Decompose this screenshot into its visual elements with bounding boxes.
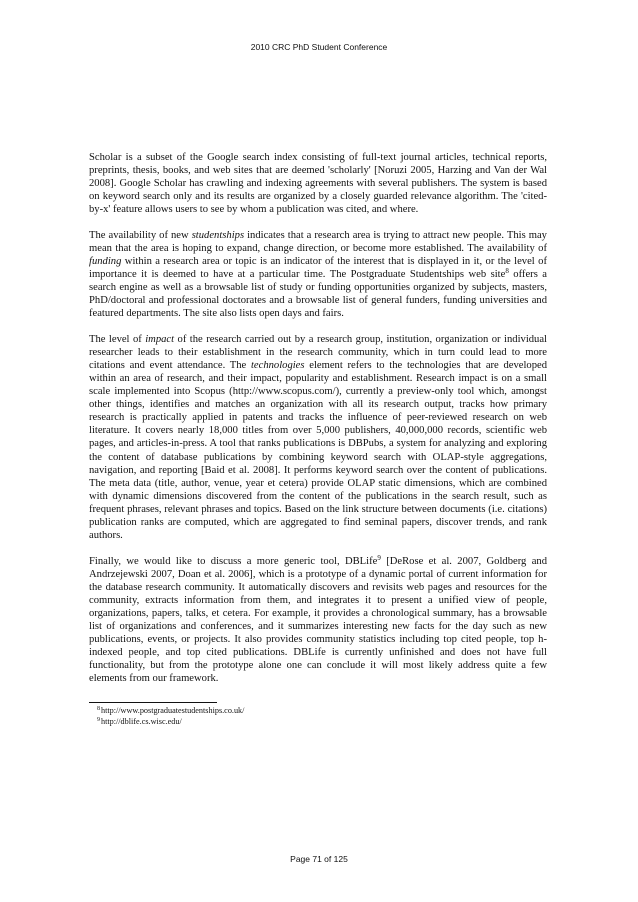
text-run: of the research carried out by a research group, institution, organization or individual researcher leads to their establishment in the research community, which in turn could lead to more citations and event attendance. The <box>89 333 547 372</box>
text-run: element refers to the technologies that are developed within an area of research, and their impact, popularity and establishment. Research impact is on a small scale implemented into Scopus (http://www.scopus.com/), currently a preview-only tool which, amongst other things, identifies and matches an organization with all its research output, tracks how primary research is practically applied in patents and tracks the influence of peer-reviewed research on web literature. It covers nearly 18,000 titles from over 5,000 publishers, 40,000,000 records, scientific web pages, and articles-in-press. A tool that ranks publications is DBPubs, a system for analyzing and exploring the content of database publications by combining keyword search with OLAP-style aggregations, navigation, and reporting [Baid et al. 2008]. It performs keyword search over the content of publications. The meta data (title, author, venue, year et cetera) provide OLAP static dimensions, which are combined with dynamic dimensions discovered from the content of the publications in the search result, such as frequent phrases, relevant phrases and topics. Based on the link structure between documents (i.e. citations) publication ranks are computed, which are aggregated to find seminal papers, discover trends, and rank authors. <box>89 360 548 541</box>
emphasis-impact: impact <box>145 333 175 345</box>
footnote-number: 8 <box>97 706 100 712</box>
text-run: indicates that a research area is trying to attract new people. This may mean that the area is hoping to expand, change direction, or become more established. The availability of <box>89 229 547 254</box>
paragraph-dblife <box>89 555 547 686</box>
footnotes <box>97 706 244 727</box>
footnote-number: 9 <box>97 716 100 723</box>
footnote-divider <box>89 702 217 703</box>
page-number: Page 71 of 125 <box>290 854 348 864</box>
text-run: The availability of new <box>89 229 192 241</box>
footnote-ref-9: 9 <box>377 553 381 562</box>
paragraph-impact <box>89 333 547 542</box>
footnote-ref-8: 8 <box>505 267 509 276</box>
footnote-link[interactable]: http://www.postgraduatestudentships.co.uk/ <box>101 706 245 715</box>
running-header: 2010 CRC PhD Student Conference <box>250 42 388 52</box>
text-run: Finally, we would like to discuss a more generic tool, DBLife <box>89 555 378 567</box>
text-run: [DeRose et al. 2007, Goldberg and Andrzejewski 2007, Doan et al. 2006], which is a prototype of a dynamic portal of current information for the database research community. It automatically discovers and revisits web pages and resources for the community, extracts information from them, and integrates it to present a unified view of people, organizations, papers, talks, et cetera. For example, it provides a chronological summary, has a browsable list of organizations and conferences, and it summarizes interesting new facts for the day such as new publications, events, or projects. It also provides community statistics including top cited people, top h-indexed people, and top cited publications. DBLife is currently unfinished and does not have full functionality, but from the prototype alone one can conclude it will most likely address quite a few elements from our framework. <box>89 555 547 685</box>
emphasis-studentships: studentships <box>191 229 245 241</box>
footnote-9 <box>97 717 244 728</box>
footnote-link[interactable]: http://dblife.cs.wisc.edu/ <box>101 716 182 726</box>
footnote-8 <box>97 706 244 717</box>
paragraph-google-scholar: Scholar is a subset of the Google search index consisting of full-text journal articles, technical reports, preprints, thesis, books, and web sites that are deemed 'scholarly' [Noruzi 2005, Harzing and Van der Wal 2008]. Google Scholar has crawling and indexing agreements with several publishers. The system is based on keyword search only and its results are organized by a closely guarded relevance algorithm. The 'cited-by-x' feature allows users to see by whom a publication was cited, and where. <box>89 152 547 216</box>
text-run: The level of <box>89 333 146 345</box>
emphasis-funding: funding <box>89 256 122 268</box>
paragraph-studentships <box>89 229 547 320</box>
body-text <box>89 151 547 698</box>
text-run: offers a search engine as well as a browsable list of study or funding opportunities organized by subjects, masters, PhD/doctoral and professional doctorates and a browsable list of general funders, funding universities and featured departments. The site also lists open days and fairs. <box>89 269 547 320</box>
emphasis-technologies: technologies <box>250 360 305 372</box>
text-run: within a research area or topic is an indicator of the interest that is displayed in it, or the level of importance it is deemed to have at a particular time. The Postgraduate Studentships web site <box>89 256 547 281</box>
